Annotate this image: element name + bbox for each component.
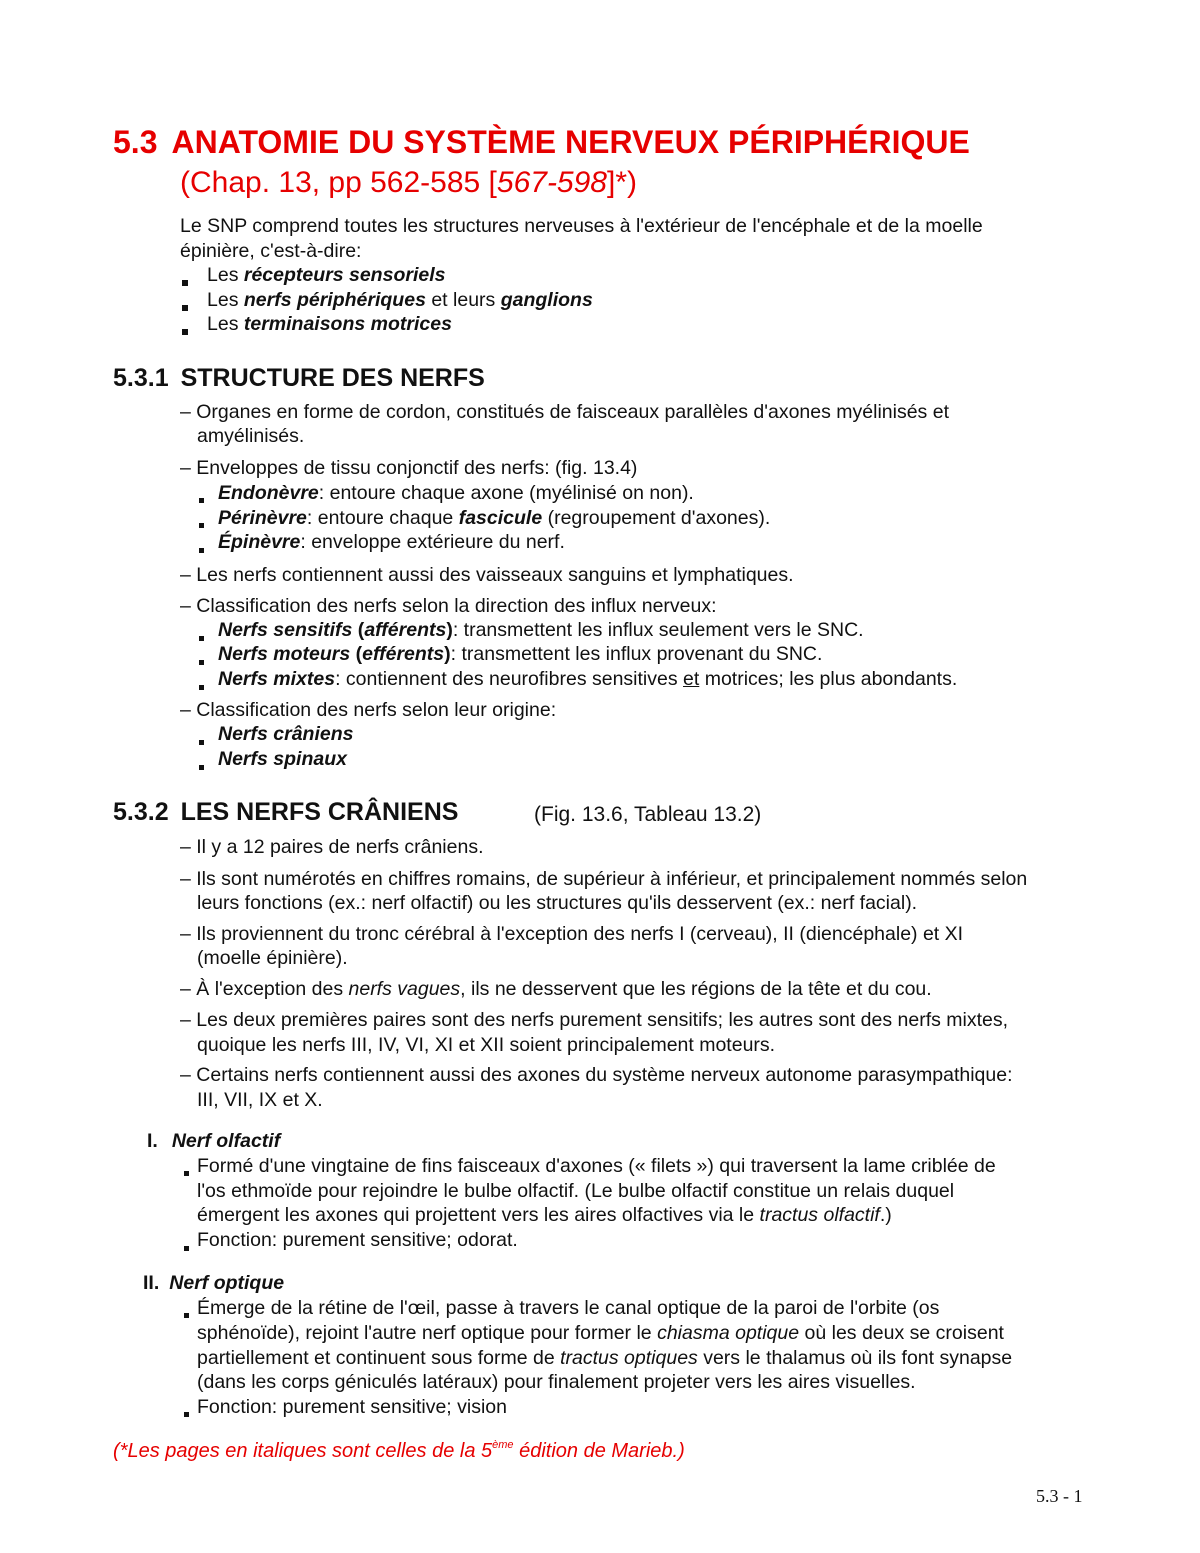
nerve-heading-olfactory: I. Nerf olfactif [147,1130,281,1152]
square-bullet-icon [199,630,204,649]
dash-item: – Les deux premières paires sont des nerfs purement sensitifs; les autres sont des nerfs mixtes, [180,1009,1009,1031]
nerve-description: (dans les corps géniculés latéraux) pour finalement projeter vers les aires visuelles. [197,1371,916,1393]
square-bullet-icon [199,759,204,778]
dash-item: – Ils sont numérotés en chiffres romains, de supérieur à inférieur, et principalement nommés selon [180,868,1028,890]
square-bullet-icon [199,679,204,698]
section-heading-5-3-1: 5.3.1 STRUCTURE DES NERFS [113,364,485,392]
nerve-description: Émerge de la rétine de l'œil, passe à travers le canal optique de la paroi de l'orbite (os [197,1297,940,1319]
square-bullet-icon [199,517,204,536]
title-text: ANATOMIE DU SYSTÈME NERVEUX PÉRIPHÉRIQUE [171,124,970,160]
sub-bullet: Endonèvre: entoure chaque axone (myélinisé on non). [218,482,694,504]
dash-item: – Certains nerfs contiennent aussi des axones du système nerveux autonome parasympathique: [180,1064,1013,1086]
title-number: 5.3 [113,124,158,160]
square-bullet-icon [199,654,204,673]
dash-item: – Classification des nerfs selon leur origine: [180,699,557,721]
dash-item-continuation: quoique les nerfs III, IV, VI, XI et XII soient principalement moteurs. [197,1034,776,1056]
intro-bullet: Les nerfs périphériques et leurs ganglions [207,289,593,311]
square-bullet-icon [184,1165,189,1184]
dash-item-continuation: III, VII, IX et X. [197,1089,323,1111]
sub-bullet: Nerfs sensitifs (afférents): transmettent les influx seulement vers le SNC. [218,619,864,641]
square-bullet-icon [199,542,204,561]
square-bullet-icon [184,1307,189,1326]
dash-item-continuation: (moelle épinière). [197,947,348,969]
dash-item-continuation: amyélinisés. [197,425,305,447]
intro-bullet: Les terminaisons motrices [207,313,452,335]
dash-item: – Les nerfs contiennent aussi des vaisseaux sanguins et lymphatiques. [180,564,794,586]
sub-bullet: Nerfs crâniens [218,723,354,745]
section-heading-5-3-2: 5.3.2 LES NERFS CRÂNIENS [113,798,459,826]
nerve-heading-optic: II. Nerf optique [143,1272,285,1294]
nerve-function: Fonction: purement sensitive; vision [197,1396,507,1418]
dash-item-continuation: leurs fonctions (ex.: nerf olfactif) ou les structures qu'ils desservent (ex.: nerf facial). [197,892,918,914]
nerve-function: Fonction: purement sensitive; odorat. [197,1229,518,1251]
square-bullet-icon [184,1240,189,1259]
square-bullet-icon [182,300,188,319]
nerve-description: émergent les axones qui projettent vers les aires olfactives via le tractus olfactif.) [197,1204,892,1226]
square-bullet-icon [199,492,204,511]
square-bullet-icon [182,275,188,294]
intro-line-2: épinière, c'est-à-dire: [180,240,362,262]
nerve-description: partiellement et continuent sous forme de tractus optiques vers le thalamus où ils font synapse [197,1347,1013,1369]
dash-item: – Ils proviennent du tronc cérébral à l'exception des nerfs I (cerveau), II (diencéphale) et XI [180,923,964,945]
sub-bullet: Nerfs moteurs (efférents): transmettent les influx provenant du SNC. [218,643,823,665]
dash-item: – Organes en forme de cordon, constitués de faisceaux parallèles d'axones myélinisés et [180,401,949,423]
page-number: 5.3 - 1 [1036,1486,1083,1506]
nerve-description: l'os ethmoïde pour rejoindre le bulbe olfactif. (Le bulbe olfactif constitue un relais duquel [197,1180,955,1202]
footnote: (*Les pages en italiques sont celles de la 5ème édition de Marieb.) [113,1439,685,1462]
sub-bullet: Épinèvre: enveloppe extérieure du nerf. [218,531,565,553]
sub-bullet: Nerfs spinaux [218,748,347,770]
dash-item: – Il y a 12 paires de nerfs crâniens. [180,836,484,858]
section-reference: (Fig. 13.6, Tableau 13.2) [534,803,762,826]
dash-item: – Classification des nerfs selon la direction des influx nerveux: [180,595,717,617]
nerve-description: Formé d'une vingtaine de fins faisceaux d'axones (« filets ») qui traversent la lame criblée de [197,1155,996,1177]
square-bullet-icon [182,324,188,343]
title-chapter-reference: (Chap. 13, pp 562-585 [567-598]*) [180,166,637,199]
nerve-description: sphénoïde), rejoint l'autre nerf optique pour former le chiasma optique où les deux se croisent [197,1322,1004,1344]
dash-item: – À l'exception des nerfs vagues, ils ne desservent que les régions de la tête et du cou. [180,978,932,1000]
intro-line-1: Le SNP comprend toutes les structures nerveuses à l'extérieur de l'encéphale et de la moelle [180,215,983,237]
dash-item: – Enveloppes de tissu conjonctif des nerfs: (fig. 13.4) [180,457,638,479]
square-bullet-icon [199,734,204,753]
square-bullet-icon [184,1406,189,1425]
intro-bullet: Les récepteurs sensoriels [207,264,446,286]
sub-bullet: Périnèvre: entoure chaque fascicule (regroupement d'axones). [218,507,771,529]
sub-bullet: Nerfs mixtes: contiennent des neurofibres sensitives et motrices; les plus abondants. [218,668,958,690]
page-title [113,126,970,158]
